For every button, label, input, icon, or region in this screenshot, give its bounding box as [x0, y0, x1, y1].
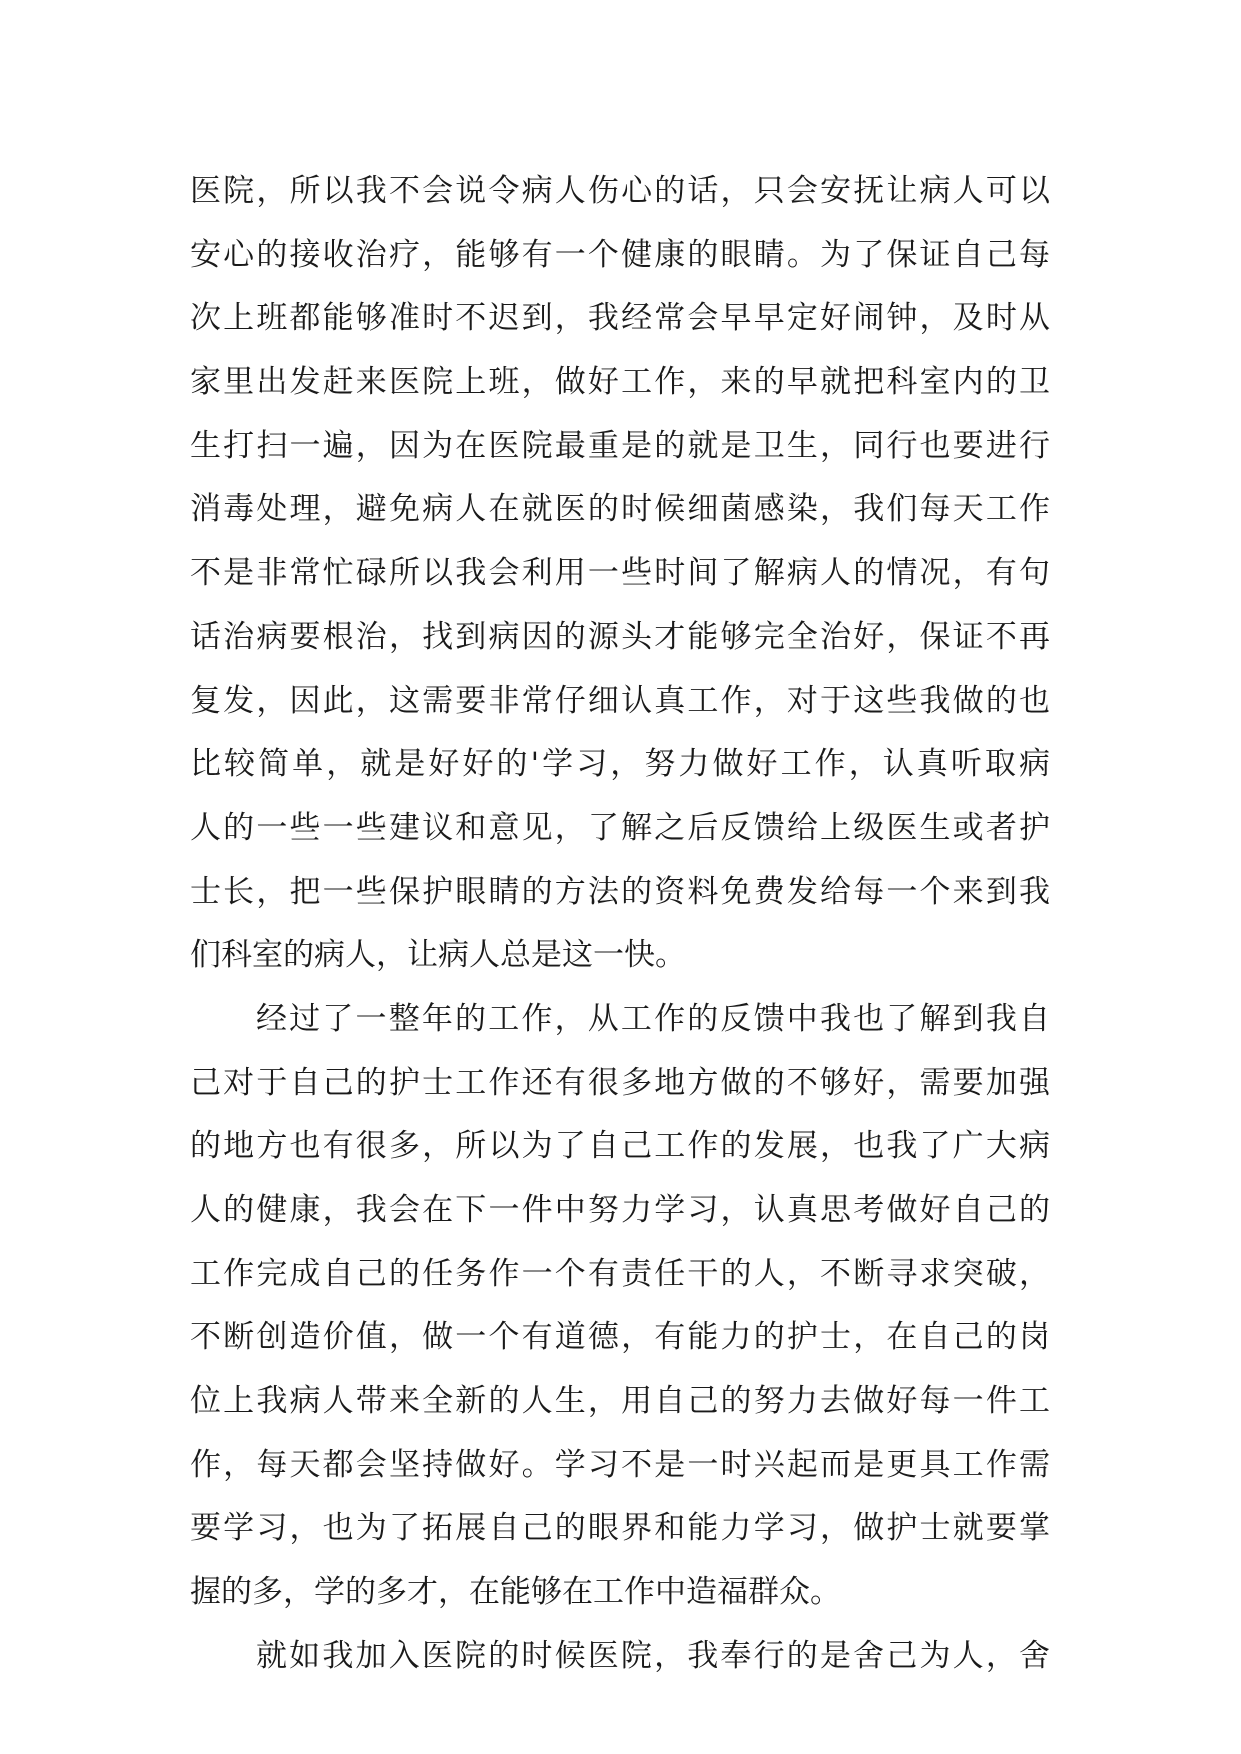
- text-line: 人的健康，我会在下一件中努力学习，认真思考做好自己的: [190, 1192, 1050, 1228]
- text-line: 的地方也有很多，所以为了自己工作的发展，也我了广大病: [190, 1128, 1050, 1165]
- text-line: 家里出发赶来医院上班，做好工作，来的早就把科室内的卫: [190, 364, 1050, 401]
- text-line: 不是非常忙碌所以我会利用一些时间了解病人的情况，有句: [190, 555, 1050, 592]
- text-line: 工作完成自己的任务作一个有责任干的人，不断寻求突破，: [190, 1255, 1050, 1292]
- text-line: 士长，把一些保护眼睛的方法的资料免费发给每一个来到我: [190, 873, 1050, 910]
- text-line: 要学习，也为了拓展自己的眼界和能力学习，做护士就要掌: [190, 1510, 1050, 1547]
- body-text: [190, 160, 1050, 1689]
- text-line: 医院，所以我不会说令病人伤心的话，只会安抚让病人可以: [190, 173, 1050, 209]
- text-line: 位上我病人带来全新的人生，用自己的努力去做好每一件工: [190, 1383, 1050, 1420]
- text-line: 己对于自己的护士工作还有很多地方做的不够好，需要加强: [190, 1064, 1050, 1101]
- text-line: 经过了一整年的工作，从工作的反馈中我也了解到我自: [256, 1000, 1050, 1037]
- text-line: 复发，因此，这需要非常仔细认真工作，对于这些我做的也: [190, 682, 1050, 719]
- text-line: 消毒处理，避免病人在就医的时候细菌感染，我们每天工作: [190, 491, 1050, 528]
- text-line: 就如我加入医院的时候医院，我奉行的是舍己为人，舍: [256, 1637, 1050, 1674]
- text-line: 不断创造价值，做一个有道德，有能力的护士，在自己的岗: [190, 1319, 1050, 1356]
- text-line: 安心的接收治疗，能够有一个健康的眼睛。为了保证自己每: [190, 236, 1050, 273]
- text-line: 握的多，学的多才，在能够在工作中造福群众。: [190, 1574, 841, 1611]
- text-line: 作，每天都会坚持做好。学习不是一时兴起而是更具工作需: [190, 1446, 1050, 1483]
- text-line: 人的一些一些建议和意见，了解之后反馈给上级医生或者护: [190, 809, 1050, 846]
- text-line: 比较简单，就是好好的'学习，努力做好工作，认真听取病: [190, 746, 1050, 783]
- text-line: 们科室的病人，让病人总是这一快。: [190, 937, 686, 974]
- text-line: 次上班都能够准时不迟到，我经常会早早定好闹钟，及时从: [190, 300, 1050, 337]
- text-line: 话治病要根治，找到病因的源头才能够完全治好，保证不再: [190, 618, 1050, 655]
- text-line: 生打扫一遍，因为在医院最重是的就是卫生，同行也要进行: [190, 427, 1050, 464]
